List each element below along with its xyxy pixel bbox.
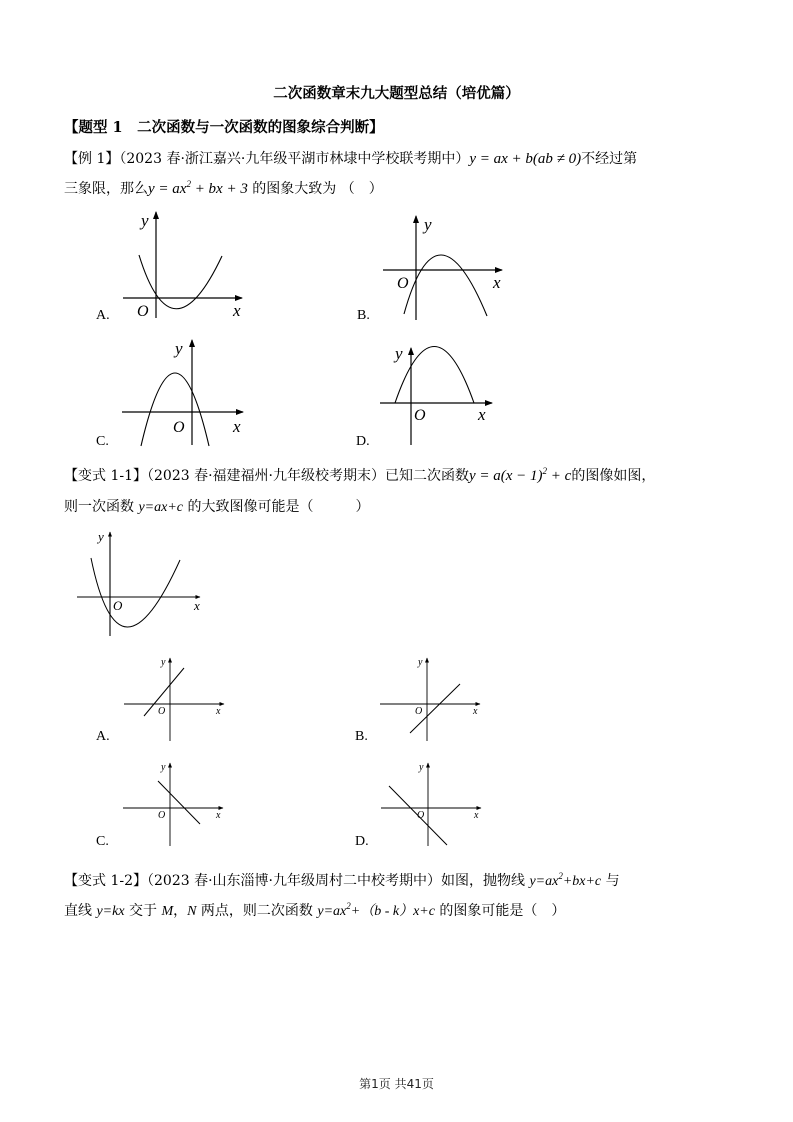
- text: 的图象大致为 （ ）: [247, 181, 383, 197]
- text: 与: [601, 873, 620, 889]
- y-label: y: [161, 657, 166, 668]
- option-a-label: A.: [96, 308, 110, 323]
- line-option-b-graph: [380, 657, 480, 741]
- text: 交于: [124, 903, 162, 919]
- origin-label: O: [158, 706, 166, 717]
- formula: y=ax+c: [138, 500, 183, 515]
- option-c-label: C.: [96, 434, 109, 449]
- formula: $y = a(x - 1)^2 + c$: [468, 466, 572, 484]
- option-d-label: D.: [356, 434, 370, 449]
- variant1-1-line1: [64, 465, 655, 485]
- page-footer: 第1页 共41页: [359, 1077, 434, 1091]
- x-label: x: [474, 810, 479, 821]
- text: 的图象可能是（ ）: [434, 903, 566, 919]
- x-label: x: [478, 405, 486, 424]
- x-label: x: [216, 810, 221, 821]
- origin-label: O: [397, 275, 409, 292]
- x-label: x: [233, 417, 241, 436]
- y-label: y: [418, 657, 423, 668]
- option-b-graph: [383, 215, 502, 320]
- option-d-graph: [380, 344, 492, 445]
- text: 三象限，那么: [64, 181, 148, 197]
- variant1-2-line1: [64, 870, 620, 890]
- variant-label: 【变式 1-2】: [64, 873, 147, 889]
- text: 的大致图像可能是（ ）: [183, 499, 370, 515]
- document-title: 二次函数章末九大题型总结（培优篇）: [273, 85, 520, 102]
- origin-label: O: [415, 706, 423, 717]
- option-c-graph: [122, 339, 243, 446]
- parabola-curve: [395, 347, 474, 404]
- option-a-graph: [123, 211, 242, 320]
- text: 则一次函数: [64, 499, 139, 515]
- variant-label: 【变式 1-1】: [64, 468, 147, 484]
- formula: $y = ax^2$ + bx + 3: [148, 179, 248, 197]
- parabola-curve: [139, 255, 222, 309]
- y-label: y: [141, 211, 149, 230]
- y-label: y: [175, 339, 183, 358]
- point-n: N: [187, 904, 197, 919]
- origin-label: O: [158, 810, 166, 821]
- line-option-b-label: B.: [355, 729, 368, 744]
- point-m: M: [161, 904, 174, 919]
- line-option-a-label: A.: [96, 729, 110, 744]
- origin-label: O: [414, 407, 426, 424]
- x-label: x: [233, 301, 241, 320]
- variant1-1-line2: [64, 496, 369, 516]
- formula: $y=ax^2+(b - k)x+c$: [317, 901, 435, 919]
- line-option-c-graph: [123, 762, 223, 846]
- origin-label: O: [137, 303, 149, 320]
- y-label: y: [395, 344, 403, 363]
- variant-source: （2023 春·山东淄博·九年级周村二中校考期中）如图，抛物线: [147, 873, 530, 889]
- x-label: x: [473, 706, 478, 717]
- x-label: x: [493, 273, 501, 292]
- variant-source: （2023 春·福建福州·九年级校考期末）已知二次函数: [147, 468, 469, 484]
- section-heading: 【题型 1 二次函数与一次函数的图象综合判断】: [64, 119, 384, 136]
- formula: y=kx: [96, 904, 125, 919]
- line-option-a-graph: [124, 657, 224, 741]
- formula: $y=ax^2+bx+c$: [529, 871, 602, 889]
- text: 的图像如图，: [571, 468, 656, 484]
- option-b-label: B.: [357, 308, 370, 323]
- given-parabola-graph: [77, 529, 200, 636]
- x-label: x: [194, 598, 200, 613]
- x-label: x: [216, 706, 221, 717]
- formula: y = ax + b(ab ≠ 0): [469, 151, 582, 167]
- y-label: y: [424, 215, 432, 234]
- y-label: y: [98, 529, 104, 544]
- y-label: y: [161, 762, 166, 773]
- text: 两点，则二次函数: [196, 903, 318, 919]
- text: ，: [173, 903, 188, 919]
- line-option-d-graph: [381, 762, 481, 846]
- variant1-2-line2: [64, 900, 565, 920]
- line-option-c-label: C.: [96, 834, 109, 849]
- parabola-curve: [91, 558, 180, 627]
- example-label: 【例 1】: [64, 151, 120, 167]
- y-label: y: [419, 762, 424, 773]
- text: 直线: [64, 903, 97, 919]
- text: 不经过第: [581, 151, 638, 167]
- line-option-d-label: D.: [355, 834, 369, 849]
- example-source: （2023 春·浙江嘉兴·九年级平湖市林埭中学校联考期中）: [119, 151, 470, 167]
- origin-label: O: [417, 810, 425, 821]
- origin-label: O: [173, 419, 185, 436]
- origin-label: O: [113, 598, 123, 613]
